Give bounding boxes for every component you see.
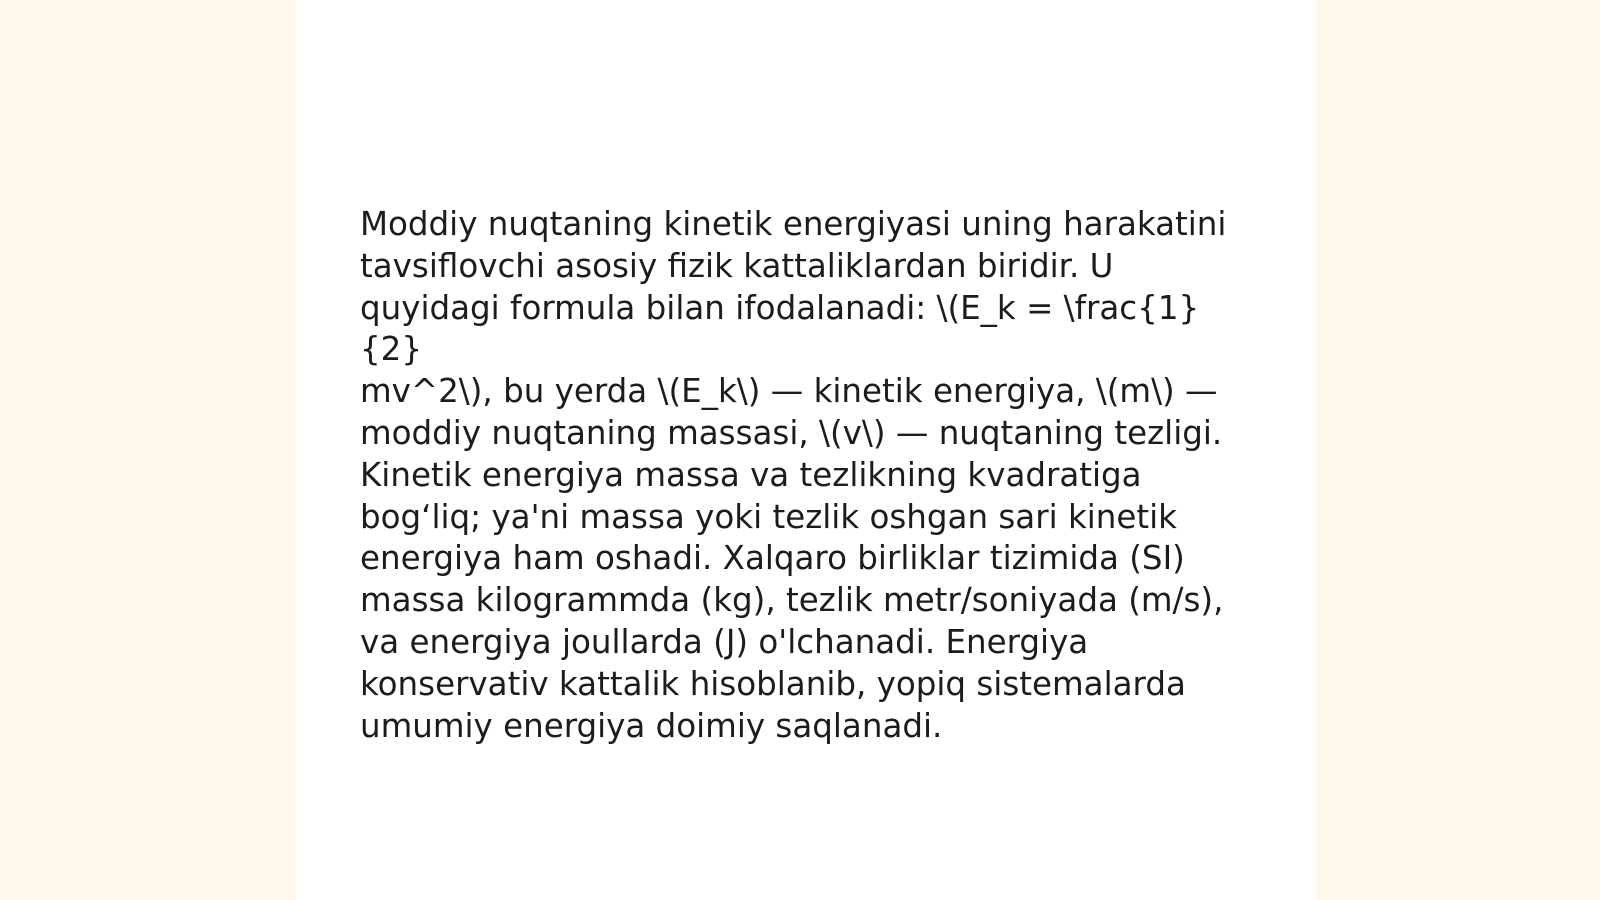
document-page xyxy=(296,0,1316,900)
body-paragraph: Moddiy nuqtaning kinetik energiyasi uning harakatini tavsiflovchi asosiy fizik kattaliklardan biridir. U quyidagi formula bilan ifodalanadi: \(E_k = \frac{1}{2} mv^2\), bu yerda \(E_k\) — kinetik energiya, \(m\) — moddiy nuqtaning massasi, \(v\) — nuqtaning tezligi. Kinetik energiya massa va tezlikning kvadratiga bog‘liq; ya'ni massa yoki tezlik oshgan sari kinetik energiya ham oshadi. Xalqaro birliklar tizimida (SI) massa kilogrammda (kg), tezlik metr/soniyada (m/s), va energiya joullarda (J) o'lchanadi. Energiya konservativ kattalik hisoblanib, yopiq sistemalarda umumiy energiya doimiy saqlanadi. xyxy=(360,205,1227,745)
